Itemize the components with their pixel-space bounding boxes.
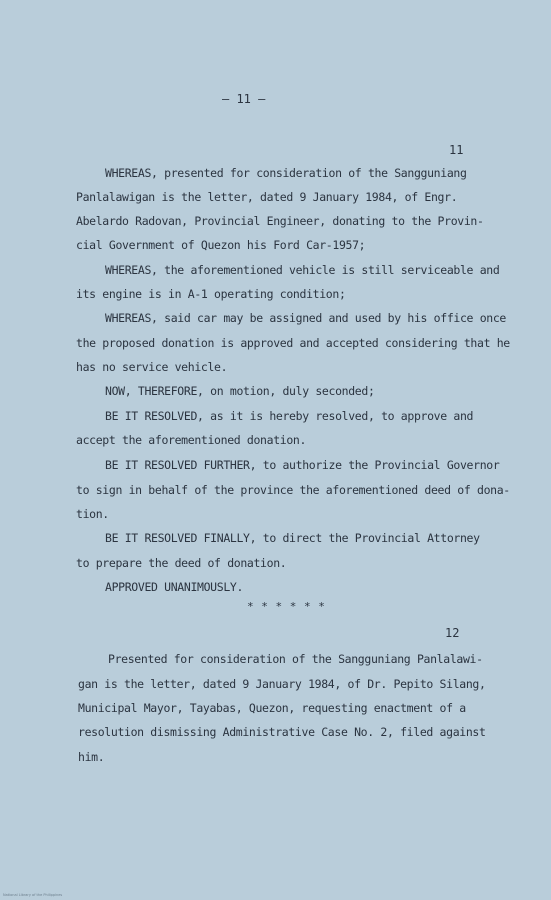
text-line: BE IT RESOLVED FINALLY, to direct the Provincial Attorney	[105, 531, 480, 545]
text-line: WHEREAS, said car may be assigned and used by his office once	[105, 311, 506, 325]
item-number-12: 12	[445, 626, 460, 640]
text-line: its engine is in A-1 operating condition;	[76, 287, 346, 301]
item-number-11: 11	[449, 143, 464, 157]
page-marker: — 11 —	[222, 92, 266, 106]
text-line: tion.	[76, 507, 109, 521]
text-line: him.	[78, 750, 105, 764]
separator: * * * * * *	[247, 600, 326, 613]
text-line: the proposed donation is approved and accepted considering that he	[76, 336, 510, 350]
text-line: has no service vehicle.	[76, 360, 228, 374]
text-line: WHEREAS, the aforementioned vehicle is still serviceable and	[105, 263, 500, 277]
text-line: Panlalawigan is the letter, dated 9 January 1984, of Engr.	[76, 190, 458, 204]
text-line: Abelardo Radovan, Provincial Engineer, donating to the Provin-	[76, 214, 484, 228]
text-line: WHEREAS, presented for consideration of the Sangguniang	[105, 166, 467, 180]
text-line: to prepare the deed of donation.	[76, 556, 287, 570]
text-line: resolution dismissing Administrative Case No. 2, filed against	[78, 725, 486, 739]
text-line: cial Government of Quezon his Ford Car-1957;	[76, 238, 366, 252]
text-line: to sign in behalf of the province the aforementioned deed of dona-	[76, 483, 510, 497]
text-line: NOW, THEREFORE, on motion, duly seconded;	[105, 384, 375, 398]
text-line: gan is the letter, dated 9 January 1984, of Dr. Pepito Silang,	[78, 677, 486, 691]
text-line: Presented for consideration of the Sangguniang Panlalawi-	[108, 652, 483, 666]
text-line: Municipal Mayor, Tayabas, Quezon, requesting enactment of a	[78, 701, 466, 715]
text-line: BE IT RESOLVED FURTHER, to authorize the Provincial Governor	[105, 458, 500, 472]
text-line: accept the aforementioned donation.	[76, 433, 307, 447]
text-line: BE IT RESOLVED, as it is hereby resolved, to approve and	[105, 409, 474, 423]
approval-line: APPROVED UNANIMOUSLY.	[105, 580, 244, 594]
archive-footer: National Library of the Philippines	[3, 893, 63, 897]
